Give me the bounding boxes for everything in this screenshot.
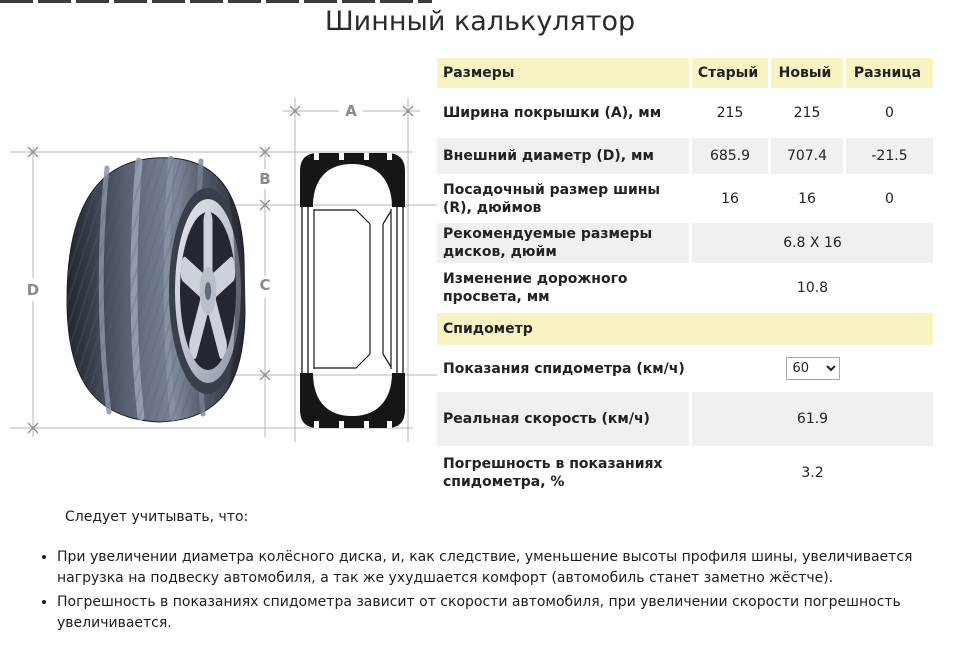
row-real-speed <box>437 392 933 446</box>
col-header-diff: Разница <box>846 58 933 88</box>
section-speedometer <box>437 313 933 345</box>
row-clearance-change <box>437 266 933 310</box>
note-item: • Погрешность в показаниях спидометра зависит от скорости автомобиля, при увеличении скорости погрешность увеличивается. <box>57 592 940 634</box>
row-outer-diameter <box>437 138 933 174</box>
new-value: 707.4 <box>771 138 843 174</box>
col-header-new: Новый <box>771 58 843 88</box>
row-speedo-error <box>437 449 933 497</box>
dim-label-b: B <box>259 170 271 188</box>
diff-value: 0 <box>846 91 933 135</box>
diff-value: 0 <box>846 177 933 220</box>
page-title: Шинный калькулятор <box>324 6 636 37</box>
tire-calculator-table <box>434 55 936 500</box>
dim-label-a: A <box>345 102 357 120</box>
dim-label-d: D <box>26 281 40 299</box>
diff-value: -21.5 <box>846 138 933 174</box>
col-header-sizes: Размеры <box>437 58 689 88</box>
merged-value: 6.8 X 16 <box>692 223 933 263</box>
row-label: Ширина покрышки (А), мм <box>437 91 689 135</box>
col-header-old: Старый <box>692 58 768 88</box>
row-speedo-reading <box>437 348 933 389</box>
tire-figure <box>0 85 440 505</box>
note-item: • При увеличении диаметра колёсного диска, и, как следствие, уменьшение высоты профиля шины, увеличивается нагрузка на подвеску автомобиля, а так же ухудшается комфорт (автомобиль станет заметно жёстче). <box>57 547 940 589</box>
row-label: Рекомендуемые размеры дисков, дюйм <box>437 223 689 263</box>
row-label: Внешний диаметр (D), мм <box>437 138 689 174</box>
tire-diagram <box>0 85 440 505</box>
notes-section <box>40 507 940 637</box>
row-label: Посадочный размер шины (R), дюймов <box>437 177 689 220</box>
merged-value: 10.8 <box>692 266 933 310</box>
tire-cross-section <box>300 153 405 428</box>
speed-select-cell <box>692 348 933 389</box>
new-value: 215 <box>771 91 843 135</box>
speed-select[interactable] <box>786 357 840 380</box>
section-title: Спидометр <box>437 313 933 345</box>
notes-list <box>40 547 940 634</box>
new-value: 16 <box>771 177 843 220</box>
row-label: Показания спидометра (км/ч) <box>437 348 689 389</box>
dim-label-c: C <box>259 276 271 294</box>
merged-value: 3.2 <box>692 449 933 497</box>
row-rim-size <box>437 177 933 220</box>
row-label: Погрешность в показаниях спидометра, % <box>437 449 689 497</box>
row-tire-width <box>437 91 933 135</box>
alloy-wheel <box>169 188 245 394</box>
top-crop-dashes <box>0 0 432 3</box>
tire-photo <box>67 158 245 422</box>
row-recommended-rims <box>437 223 933 263</box>
merged-value: 61.9 <box>692 392 933 446</box>
old-value: 685.9 <box>692 138 768 174</box>
row-label: Реальная скорость (км/ч) <box>437 392 689 446</box>
row-label: Изменение дорожного просвета, мм <box>437 266 689 310</box>
old-value: 16 <box>692 177 768 220</box>
notes-intro: Следует учитывать, что: <box>65 509 249 525</box>
table-header-row <box>437 58 933 88</box>
old-value: 215 <box>692 91 768 135</box>
